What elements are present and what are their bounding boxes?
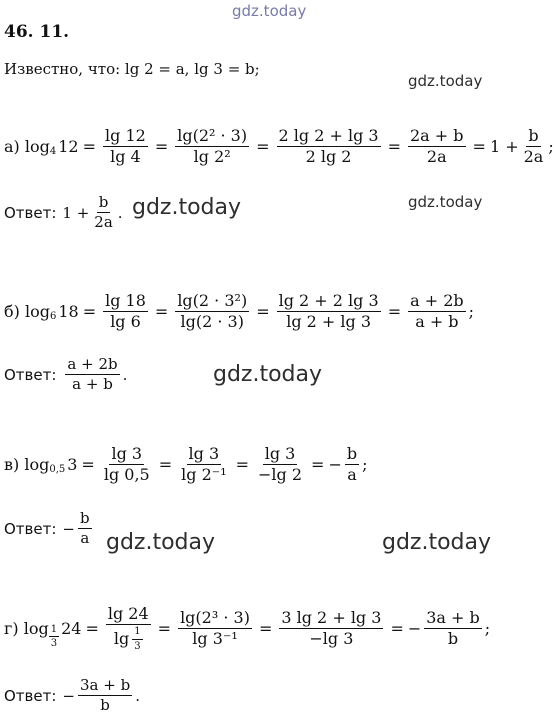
part-g-solution: г) log $\frac{1}{3}$ 24 = lg 24 lg $\frac{1}{3}$ = $\frac{\text{lg(2³ · 3)}}{\text{lg 3⁻¹}}$ = $\frac{3 \lg 2 + \lg 3}{-\lg 3}$ = − $\frac{3a + b}{b}$ ; <box>4 604 491 652</box>
watermark: gdz.today <box>132 195 242 220</box>
watermark: gdz.today <box>408 72 483 90</box>
part-a-label: а) log <box>4 137 50 157</box>
watermark: gdz.today <box>382 530 492 555</box>
fraction: $\frac{2 \lg 2 + \lg 3}{2 \lg 2}$ <box>278 126 379 167</box>
fraction: $\frac{3a + b}{b}$ <box>79 676 131 715</box>
fraction: $\frac{\text{lg(2³ · 3)}}{\text{lg 3⁻¹}}$ <box>180 607 250 649</box>
problem-number: 46. 11. <box>4 22 70 42</box>
watermark: gdz.today <box>213 362 323 387</box>
watermark-top: gdz.today <box>232 2 307 20</box>
answer-label: Ответ: <box>4 365 57 384</box>
part-a-solution: а) log 4 12 = $\frac{\lg 12}{\lg 4}$ = $\frac{\text{lg(2² · 3)}}{\text{lg 2²}}$ = $\frac{2 \lg 2 + \lg 3}{2 \lg 2}$ = $\frac{2a + b}{2a}$ = 1 + $\frac{b}{2a}$ ; <box>4 126 554 167</box>
fraction: $\frac{a + 2b}{a + b}$ <box>67 355 118 394</box>
part-b-base: 6 <box>49 311 57 323</box>
part-a-answer: Ответ: 1 + $\frac{b}{2a}$ . <box>4 193 123 232</box>
fraction: $\frac{\lg 2 + 2 \lg 3}{\lg 2 + \lg 3}$ <box>278 291 379 332</box>
part-b-solution: б) log 6 18 = $\frac{\lg 18}{\lg 6}$ = $\frac{\text{lg(2 · 3²)}}{\lg(2 \cdot 3)}$ = $\frac{\lg 2 + 2 \lg 3}{\lg 2 + \lg 3}$ = $\frac{a + 2b}{a + b}$ ; <box>4 291 475 332</box>
part-g-base: $\frac{1}{3}$ <box>50 623 58 650</box>
fraction: $\frac{b}{a}$ <box>346 444 358 485</box>
fraction: $\frac{\text{lg(2 · 3²)}}{\lg(2 \cdot 3)}$ <box>177 291 248 332</box>
fraction: $\frac{\lg 3}{\lg 0,5}$ <box>103 444 150 485</box>
part-b-answer: Ответ: $\frac{a + 2b}{a + b}$ . <box>4 355 128 394</box>
part-v-solution: в) log 0,5 3 = $\frac{\lg 3}{\lg 0,5}$ = $\frac{\lg 3}{\text{lg 2⁻¹}}$ = $\frac{\lg 3}{-\lg 2}$ = − $\frac{b}{a}$ ; <box>4 444 368 485</box>
given-statement: Известно, что: lg 2 = a, lg 3 = b; <box>4 60 260 78</box>
part-a-base: 4 <box>49 146 57 158</box>
part-g-label: г) log <box>4 619 49 639</box>
part-g-arg: 24 <box>61 619 82 639</box>
term: 1 + <box>489 137 519 157</box>
fraction: $\frac{\lg 3}{-\lg 2}$ <box>258 444 303 485</box>
part-b-arg: 18 <box>58 302 79 322</box>
fraction: $\frac{\lg 3}{\text{lg 2⁻¹}}$ <box>181 444 227 485</box>
watermark: gdz.today <box>408 193 483 211</box>
watermark: gdz.today <box>106 530 216 555</box>
part-a-arg: 12 <box>58 137 79 157</box>
fraction: $\frac{b}{a}$ <box>79 509 90 548</box>
answer-label: Ответ: <box>4 519 57 538</box>
answer-label: Ответ: <box>4 203 57 222</box>
fraction: $\frac{\text{lg(2² · 3)}}{\text{lg 2²}}$ <box>177 126 248 167</box>
fraction: $\frac{a + 2b}{a + b}$ <box>410 291 464 332</box>
fraction: $\frac{3 \lg 2 + \lg 3}{-\lg 3}$ <box>281 607 382 649</box>
part-g-answer: Ответ: − $\frac{3a + b}{b}$ . <box>4 676 140 715</box>
fraction: $\frac{\lg 18}{\lg 6}$ <box>105 291 146 332</box>
fraction: $\frac{3a + b}{b}$ <box>426 607 480 649</box>
part-v-label: в) log <box>4 455 50 475</box>
answer-label: Ответ: <box>4 686 57 705</box>
part-b-label: б) log <box>4 302 50 322</box>
fraction: lg 24 lg $\frac{1}{3}$ <box>107 604 149 652</box>
fraction: $\frac{b}{2a}$ <box>94 193 113 232</box>
part-v-base: 0,5 <box>49 464 66 476</box>
part-v-arg: 3 <box>67 455 78 475</box>
part-v-answer: Ответ: − $\frac{b}{a}$ <box>4 509 90 548</box>
fraction: $\frac{b}{2a}$ <box>523 126 544 167</box>
fraction: $\frac{2a + b}{2a}$ <box>410 126 464 167</box>
fraction: $\frac{\lg 12}{\lg 4}$ <box>105 126 146 167</box>
